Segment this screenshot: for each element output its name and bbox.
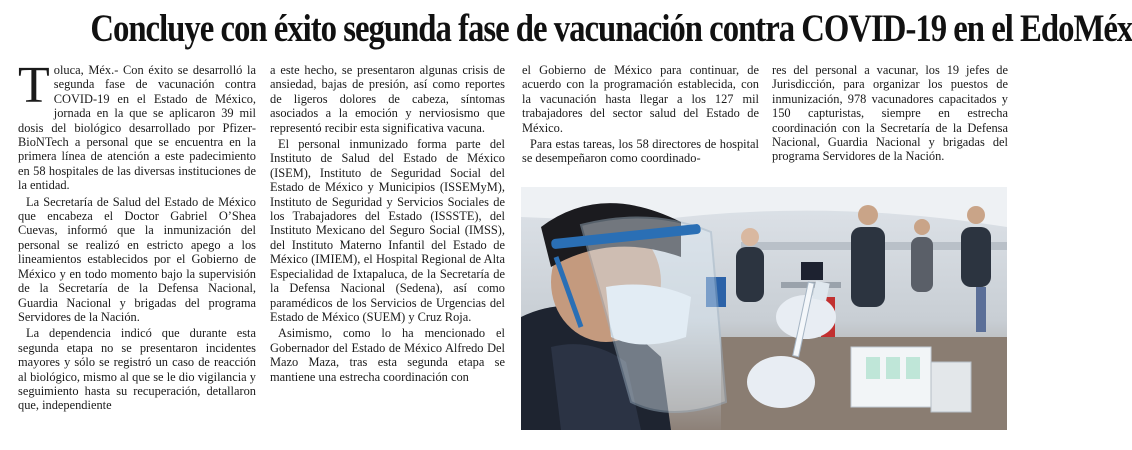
lead-text: oluca, Méx.- Con éxito se desarrolló la segunda fase de vacunación contra COVID-19 en el Estado de México, jornada en la que se aplicaron 39 mil dosis del biológico desarrollado por Pfizer-BioNTech a personal que se encuentra en la primera línea de atención a este padecimiento en 58 hospitales de las diversas instituciones de la entidad.	[18, 63, 256, 193]
vaccination-photo-icon	[521, 187, 1007, 430]
paragraph: El personal inmunizado forma parte del Instituto de Salud del Estado de México (ISEM), Instituto de Seguridad Social del Estado de México y Municipios (ISSEMyM), Instituto de Seguridad y Servicios Sociales de los Trabajadores del Estado (ISSSTE), del Instituto Mexicano del Seguro Social (IMSS), del Instituto Materno Infantil del Estado de México (IMIEM), el Hospital Regional de Alta Especialidad de Ixtapaluca, de la Secretaría de la Defensa Nacional (Sedena), así como paramédicos de los Servicios de Urgencias del Estado de México (SUEM) y Cruz Roja.	[270, 137, 505, 324]
article-column-1	[18, 57, 256, 415]
paragraph-continued: el Gobierno de México para continuar, de acuerdo con la programación establecida, con la vacunación hasta llegar a los 127 mil trabajadores del sector salud del Estado de México.	[522, 63, 759, 135]
paragraph: Asimismo, como lo ha mencionado el Gobernador del Estado de México Alfredo Del Mazo Maza, tras esta segunda etapa se mantiene una estrecha coordinación con	[270, 326, 505, 384]
paragraph-continued: a este hecho, se presentaron algunas crisis de ansiedad, bajas de presión, así como reportes de ligeros dolores de cabeza, síntomas asociados a la emoción y nerviosismo que representó recibir esta significativa vacuna.	[270, 63, 505, 135]
article-column-4	[772, 63, 1008, 166]
headline: Concluye con éxito segunda fase de vacunación contra COVID-19 en el EdoMéx	[90, 7, 1132, 50]
article-column-2	[270, 63, 505, 386]
paragraph: Para estas tareas, los 58 directores de hospital se desempeñaron como coordinado-	[522, 137, 759, 166]
vaccination-photo	[521, 187, 1007, 430]
drop-cap: T	[18, 57, 50, 114]
article-column-3	[522, 63, 759, 168]
paragraph: La dependencia indicó que durante esta segunda etapa no se presentaron incidentes mayores y sólo se registró un caso de reacción al biológico, mismo al que se le dio vigilancia y seguimiento hasta su recuperación, detallaron que, independiente	[18, 326, 256, 413]
lead-paragraph	[18, 57, 256, 193]
paragraph: La Secretaría de Salud del Estado de México que encabeza el Doctor Gabriel O’Shea Cuevas, informó que la inmunización del personal se realizó en estricto apego a los lineamientos establecidos por el Gobierno de México y en todo momento bajo la supervisión de la Secretaría de la Defensa Nacional, Guardia Nacional y brigadas del programa Servidores de la Nación.	[18, 194, 256, 324]
paragraph-continued: res del personal a vacunar, los 19 jefes de Jurisdicción, para organizar los puestos de inmunización, 978 vacunadores capacitados y 150 capturistas, siempre en estrecha coordinación con la Secretaría de la Defensa Nacional, Guardia Nacional y brigadas del programa Servidores de la Nación.	[772, 63, 1008, 164]
